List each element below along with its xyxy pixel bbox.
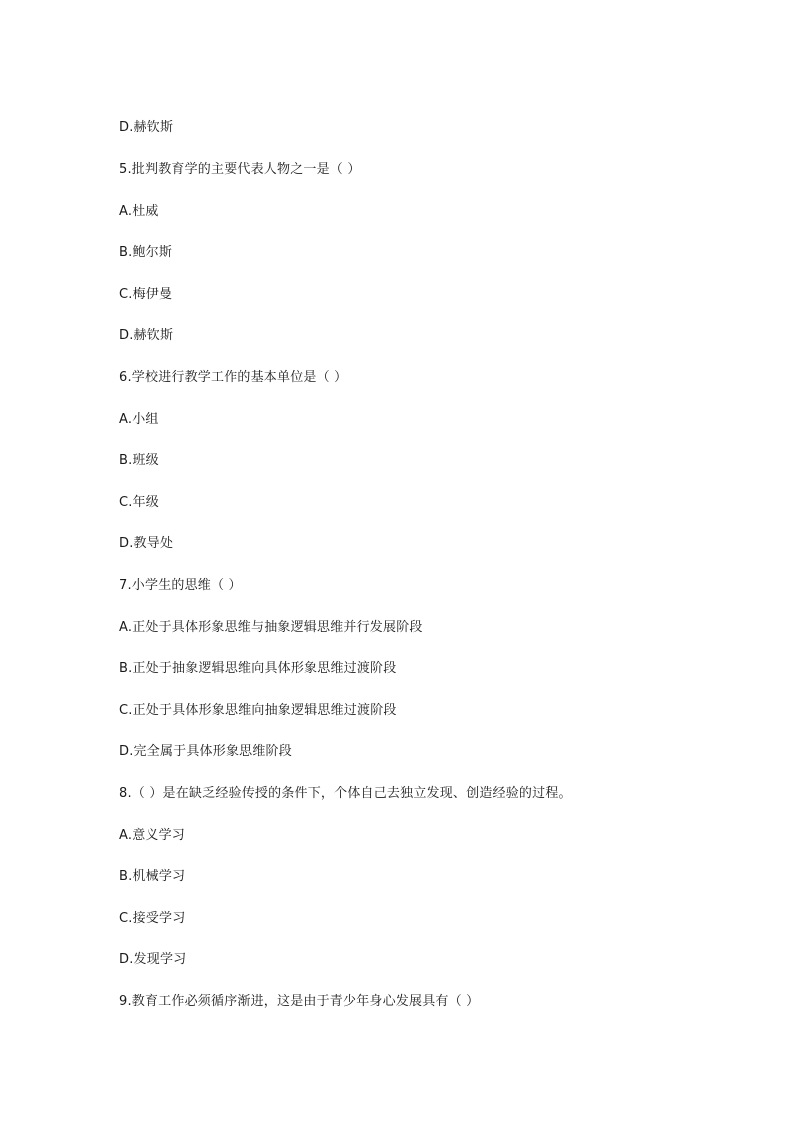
- question-9: 9.教育工作必须循序渐进，这是由于青少年身心发展具有（ ）: [119, 994, 480, 1009]
- question-6: 6.学校进行教学工作的基本单位是（ ）: [119, 370, 348, 385]
- question-8: 8.（ ）是在缺乏经验传授的条件下，个体自己去独立发现、创造经验的过程。: [119, 786, 572, 801]
- option-d-q5: D.赫钦斯: [119, 328, 174, 343]
- option-c-q8: C.接受学习: [119, 911, 186, 926]
- option-b-q6: B.班级: [119, 453, 159, 468]
- option-a-q6: A.小组: [119, 412, 159, 427]
- option-b-q5: B.鲍尔斯: [119, 245, 173, 260]
- option-b-q7: B.正处于抽象逻辑思维向具体形象思维过渡阶段: [119, 661, 397, 676]
- option-a-q5: A.杜威: [119, 204, 159, 219]
- option-d-q8: D.发现学习: [119, 952, 187, 967]
- option-c-q7: C.正处于具体形象思维向抽象逻辑思维过渡阶段: [119, 703, 397, 718]
- option-c-q6: C.年级: [119, 495, 160, 510]
- option-d-q6: D.教导处: [119, 536, 174, 551]
- option-c-q5: C.梅伊曼: [119, 287, 173, 302]
- question-7: 7.小学生的思维（ ）: [119, 578, 242, 593]
- option-d-q7: D.完全属于具体形象思维阶段: [119, 744, 292, 759]
- option-d-q4: D.赫钦斯: [119, 120, 174, 135]
- option-a-q8: A.意义学习: [119, 828, 185, 843]
- option-a-q7: A.正处于具体形象思维与抽象逻辑思维并行发展阶段: [119, 620, 423, 635]
- question-5: 5.批判教育学的主要代表人物之一是（ ）: [119, 162, 361, 177]
- option-b-q8: B.机械学习: [119, 869, 186, 884]
